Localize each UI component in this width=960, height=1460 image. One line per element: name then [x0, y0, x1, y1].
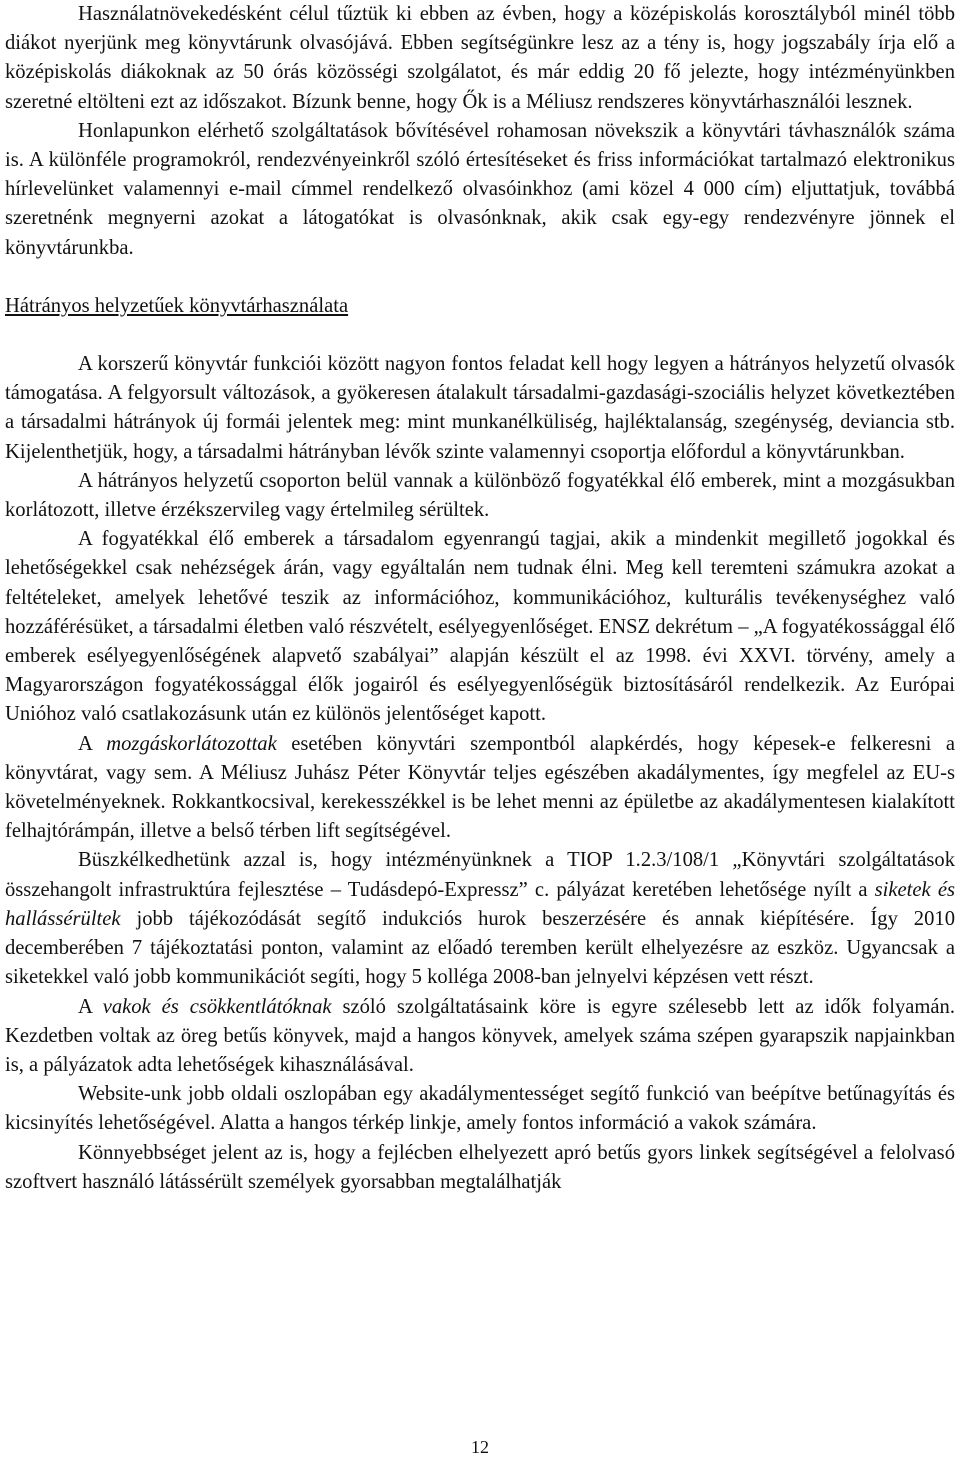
- p8-before: A: [78, 995, 103, 1018]
- p6-before: A: [78, 732, 107, 755]
- p7-before: Büszkélkedhetünk azzal is, hogy intézményünknek a TIOP 1.2.3/108/1 „Könyvtári szolgáltatások összehangolt infrastruktúra fejlesztése – Tudásdepó-Expressz” c. pályázat keretében lehetősége nyílt a: [5, 849, 955, 901]
- p7-italic-term: siketek és hallássérültek: [5, 878, 955, 930]
- p8-after: szóló szolgáltatásaink köre is egyre szélesebb lett az idők folyamán. Kezdetben voltak az öreg betűs könyvek, majd a hangos könyvek, amelyek száma szépen gyarapszik napjainkban is, a pályázatok adta lehetőségek kihasználásával.: [5, 995, 955, 1076]
- paragraph-hearing-impaired: [5, 846, 955, 992]
- paragraph-modern-library: A korszerű könyvtár funkciói között nagyon fontos feladat kell hogy legyen a hátrányos helyzetű olvasók támogatása. A felgyorsult változások, a gyökeresen átalakult társadalmi-gazdasági-szociális helyzet következtében a társadalmi hátrányok új formái jelentek meg: mint munkanélküliség, hajléktalanság, szegénység, deviancia stb. Kijelenthetjük, hogy, a társadalmi hátrányban lévők szinte valamennyi csoportja előfordul a könyvtárunkban.: [5, 353, 955, 463]
- section-heading: Hátrányos helyzetűek könyvtárhasználata: [5, 294, 349, 317]
- paragraph-disabled-rights: A fogyatékkal élő emberek a társadalom egyenrangú tagjai, akik a mindenkit megillető jogokkal és lehetőségekkel csak nehézségek árán, vagy egyáltalán nem tudnak élni. Meg kell teremteni számukra azokat a feltételeket, amelyek lehetővé teszik az információhoz, kommunikációhoz, kulturális tevékenységhez való hozzáférésüket, a társadalmi életben való részvételt, esélyegyenlőséget. ENSZ dekrétum – „A fogyatékossággal élő emberek esélyegyenlőségének alapvető szabályai” alapján készült el az 1998. évi XXVI. törvény, amely a Magyarországon fogyatékossággal élők jogairól és esélyegyenlőségük biztosításáról rendelkezik. Az Európai Unióhoz való csatlakozásunk után ez különös jelentőséget kapott.: [5, 528, 955, 726]
- paragraph-visually-impaired: [5, 993, 955, 1081]
- paragraph-mobility-impaired: [5, 730, 955, 847]
- document-page: [5, 0, 955, 1197]
- paragraph-usage-growth: [5, 0, 955, 117]
- paragraph-usage-growth-text: Használatnövekedésként célul tűztük ki ebben az évben, hogy a középiskolás korosztályból minél több diákot nyerjünk meg könyvtárunk olvasójává. Ebben segítségünkre lesz az a tény is, hogy jogszabály írja elő a középiskolás diákoknak az 50 órás közösségi szolgálatot, és már eddig 20 fő jelezte, hogy intézményünkben szeretné eltölteni ezt az időszakot. Bízunk benne, hogy Ők is a Méliusz rendszeres könyvtárhasználói lesznek.: [5, 3, 955, 113]
- p8-italic-term: vakok és csökkentlátóknak: [102, 995, 332, 1018]
- p7-after: jobb tájékozódását segítő indukciós hurok beszerzésére és annak kiépítésére. Így 2010 decemberében 7 tájékoztatási ponton, valamint az előadó teremben került elhelyezésre az eszköz. Ugyancsak a siketekkel való jobb kommunikációt segíti, hogy 5 kolléga 2008-ban jelnyelvi képzésen vett részt.: [5, 907, 955, 989]
- paragraph-remote-users-text: Honlapunkon elérhető szolgáltatások bővítésével rohamosan növekszik a könyvtári távhasználók száma is. A különféle programokról, rendezvényeinkről szóló értesítéseket és friss információkat tartalmazó elektronikus hírlevelünket valamennyi e-mail címmel rendelkező olvasóinkhoz (ami közel 4 000 cím) eljuttatjuk, továbbá szeretnénk megnyerni azokat a látogatókat is olvasónknak, akik csak egy-egy rendezvényre jönnek el könyvtárunkba.: [5, 119, 955, 259]
- paragraph-quick-links: Könnyebbséget jelent az is, hogy a fejlécben elhelyezett apró betűs gyors linkek segítségével a felolvasó szoftvert használó látássérült személyek gyorsabban megtalálhatják: [5, 1141, 955, 1193]
- paragraph-website-accessibility: Website-unk jobb oldali oszlopában egy akadálymentességet segítő funkció van beépítve betűnagyítás és kicsinyítés lehetőségével. Alatta a hangos térkép linkje, amely fontos információ a vakok számára.: [5, 1083, 955, 1135]
- p6-italic-term: mozgáskorlátozottak: [106, 732, 277, 755]
- paragraph-disadvantaged-groups: A hátrányos helyzetű csoporton belül vannak a különböző fogyatékkal élő emberek, mint a mozgásukban korlátozott, illetve érzékszervileg vagy értelmileg sérültek.: [5, 469, 955, 522]
- paragraph-remote-users: [5, 117, 955, 263]
- page-number: 12: [471, 1437, 489, 1457]
- p6-after: esetében könyvtári szempontból alapkérdés, hogy képesek-e felkeresni a könyvtárat, vagy sem. A Méliusz Juhász Péter Könyvtár teljes egészében akadálymentes, így megfelel az EU-s követelményeknek. Rokkantkocsival, kerekesszékkel is be lehet menni az épületbe az akadálymentesen kialakított felhajtórámpán, illetve a belső térben lift segítségével.: [5, 732, 955, 843]
